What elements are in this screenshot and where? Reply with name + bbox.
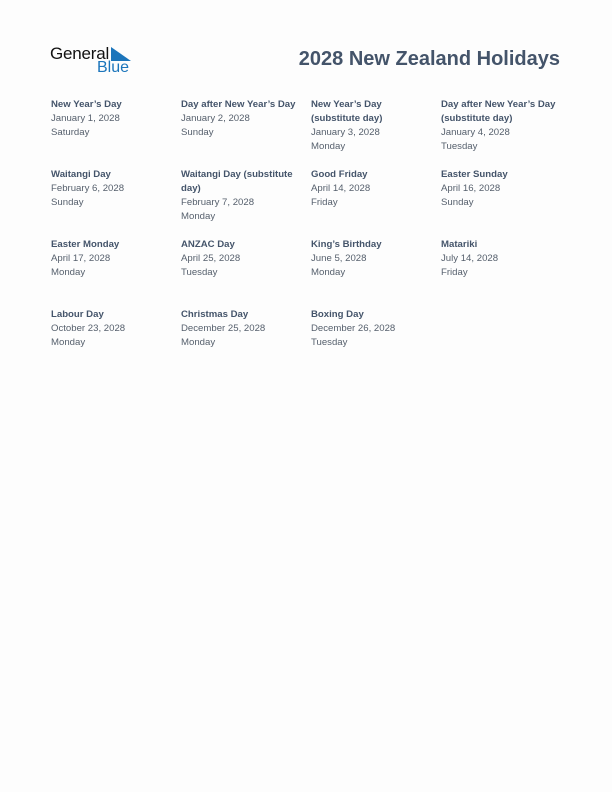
holiday-name: Easter Monday — [51, 239, 120, 250]
holiday-weekday: Sunday — [441, 197, 474, 208]
holiday-name: ANZAC Day — [181, 239, 235, 250]
holiday-weekday: Monday — [51, 337, 86, 348]
holiday-item — [441, 238, 571, 308]
holiday-name: King’s Birthday — [311, 239, 382, 250]
holiday-date: April 25, 2028 — [181, 253, 241, 264]
holiday-weekday: Monday — [311, 141, 346, 152]
holiday-date: January 4, 2028 — [441, 127, 510, 138]
holiday-name: Day after New Year’s Day (substitute day) — [441, 99, 556, 124]
holiday-weekday: Saturday — [51, 127, 90, 138]
holiday-name: Good Friday — [311, 169, 368, 180]
holiday-item — [181, 238, 311, 308]
holiday-name: Easter Sunday — [441, 169, 508, 180]
holiday-name: New Year’s Day — [51, 99, 122, 110]
holiday-date: December 26, 2028 — [311, 323, 396, 334]
holiday-date: October 23, 2028 — [51, 323, 126, 334]
logo-general-text: General — [50, 44, 110, 63]
holiday-weekday: Sunday — [181, 127, 214, 138]
holiday-item — [51, 238, 181, 308]
logo-blue-text: Blue — [97, 59, 130, 76]
holiday-item — [311, 238, 441, 308]
holiday-date: December 25, 2028 — [181, 323, 266, 334]
holiday-date: June 5, 2028 — [311, 253, 367, 264]
holiday-item — [51, 98, 181, 168]
holiday-date: April 17, 2028 — [51, 253, 111, 264]
holiday-weekday: Friday — [441, 267, 468, 278]
holiday-name: Day after New Year’s Day — [181, 99, 296, 110]
holiday-item — [181, 98, 311, 168]
holiday-name: New Year’s Day (substitute day) — [311, 99, 383, 124]
holiday-item — [311, 98, 441, 168]
holiday-list — [51, 98, 571, 378]
holiday-name: Christmas Day — [181, 309, 249, 320]
page-title: 2028 New Zealand Holidays — [298, 48, 560, 70]
holiday-date: April 16, 2028 — [441, 183, 501, 194]
holiday-name: Matariki — [441, 239, 478, 250]
holiday-weekday: Monday — [181, 337, 216, 348]
holiday-weekday: Monday — [311, 267, 346, 278]
holiday-weekday: Tuesday — [181, 267, 218, 278]
holiday-item — [181, 308, 311, 378]
holiday-date: July 14, 2028 — [441, 253, 499, 264]
holiday-item — [441, 98, 571, 168]
holiday-name: Boxing Day — [311, 309, 364, 320]
holiday-weekday: Monday — [51, 267, 86, 278]
holiday-item — [311, 308, 441, 378]
holiday-weekday: Monday — [181, 211, 216, 222]
holiday-item — [51, 168, 181, 238]
holiday-weekday: Friday — [311, 197, 338, 208]
holiday-weekday: Tuesday — [441, 141, 478, 152]
holiday-name: Labour Day — [51, 309, 104, 320]
holiday-date: January 3, 2028 — [311, 127, 380, 138]
holiday-date: January 1, 2028 — [51, 113, 120, 124]
holiday-date: February 7, 2028 — [181, 197, 255, 208]
holiday-item — [51, 308, 181, 378]
holiday-name: Waitangi Day — [51, 169, 111, 180]
holiday-date: January 2, 2028 — [181, 113, 250, 124]
holiday-name: Waitangi Day (substitute day) — [181, 169, 293, 194]
holiday-date: April 14, 2028 — [311, 183, 371, 194]
holiday-item — [441, 168, 571, 238]
holiday-weekday: Tuesday — [311, 337, 348, 348]
holiday-item — [181, 168, 311, 238]
logo — [50, 44, 140, 78]
holiday-weekday: Sunday — [51, 197, 84, 208]
holiday-item — [311, 168, 441, 238]
holiday-date: February 6, 2028 — [51, 183, 125, 194]
